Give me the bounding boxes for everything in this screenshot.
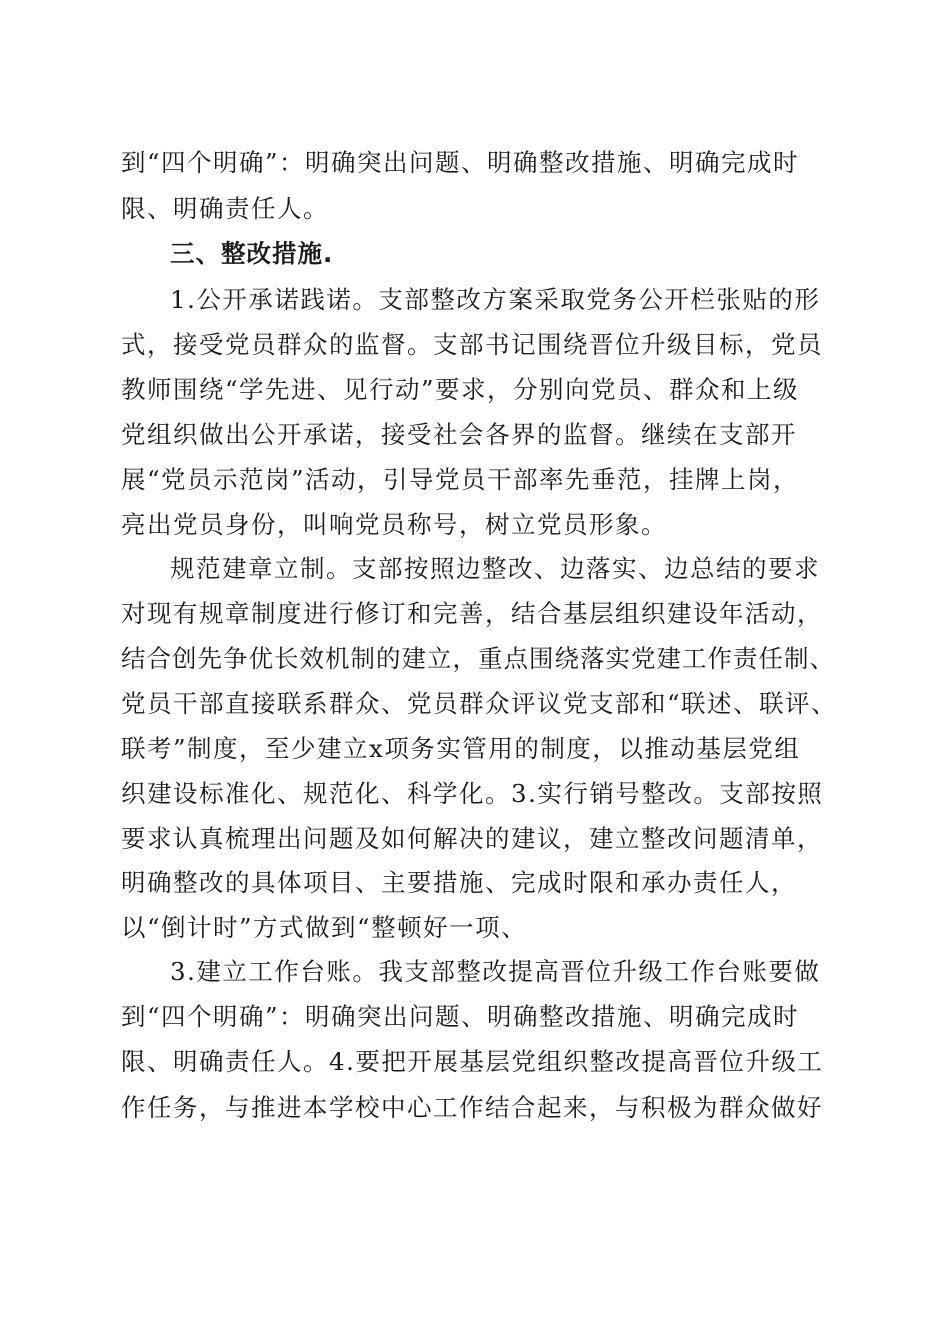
section-heading: 三、整改措施. [170, 239, 334, 268]
text-line: 到“四个明确”：明确突出问题、明确整改措施、明确完成时 [121, 1002, 800, 1031]
text-line: 展“党员示范岗”活动，引导党员干部率先垂范，挂牌上岗， [121, 465, 800, 494]
text-line: 1.公开承诺践诺。支部整改方案采取党务公开栏张贴的形 [170, 285, 821, 314]
text-line: 联考”制度，至少建立x项务实管用的制度，以推动基层党组 [121, 734, 801, 763]
text-line: 式，接受党员群众的监督。支部书记围绕晋位升级目标，党员 [121, 330, 823, 359]
text-line: 限、明确责任人。 [121, 194, 329, 223]
text-line: 3.建立工作台账。我支部整改提高晋位升级工作台账要做 [170, 957, 821, 986]
text-line: 亮出党员身份，叫响党员称号，树立党员形象。 [121, 510, 667, 539]
text-line: 明确整改的具体项目、主要措施、完成时限和承办责任人， [121, 868, 797, 897]
text-line: 对现有规章制度进行修订和完善，结合基层组织建设年活动， [121, 599, 823, 628]
text-line: 教师围绕“学先进、见行动”要求，分别向党员、群众和上级 [121, 375, 800, 404]
text-line: 党员干部直接联系群众、党员群众评议党支部和“联述、联评、 [121, 689, 838, 718]
text-line: 规范建章立制。支部按照边整改、边落实、边总结的要求 [170, 554, 820, 583]
text-line: 限、明确责任人。4.要把开展基层党组织整改提高晋位升级工 [121, 1047, 824, 1076]
text-line: 作任务，与推进本学校中心工作结合起来，与积极为群众做好 [121, 1093, 823, 1122]
text-line: 织建设标准化、规范化、科学化。3.实行销号整改。支部按照 [121, 779, 824, 808]
text-line: 到“四个明确”：明确突出问题、明确整改措施、明确完成时 [121, 148, 800, 177]
text-line: 要求认真梳理出问题及如何解决的建议，建立整改问题清单， [121, 824, 823, 853]
text-line: 以“倒计时”方式做到“整顿好一项、 [121, 913, 528, 942]
text-line: 结合创先争优长效机制的建立，重点围绕落实党建工作责任制、 [121, 644, 835, 673]
text-line: 党组织做出公开承诺，接受社会各界的监督。继续在支部开 [121, 420, 797, 449]
